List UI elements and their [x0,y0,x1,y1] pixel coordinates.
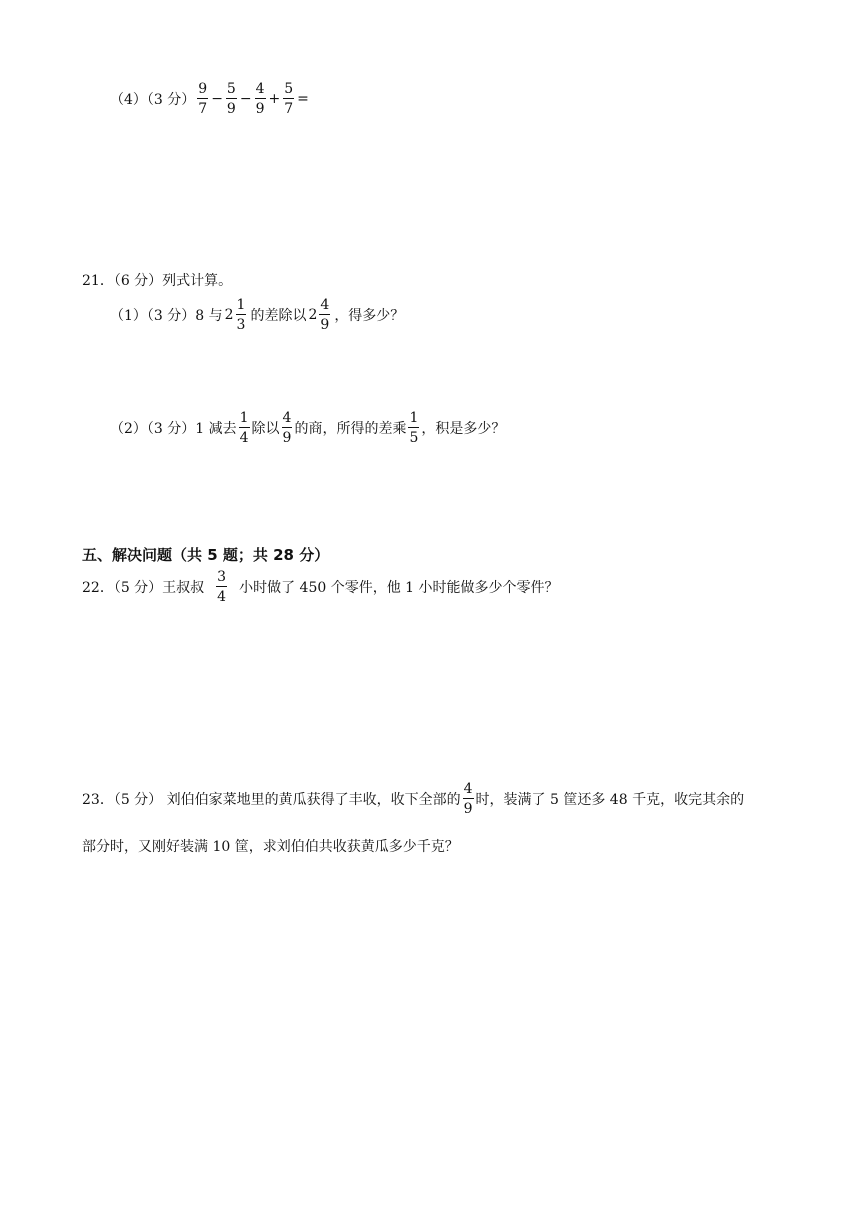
question-text: 21．（6 分）列式计算。 [82,273,233,289]
question-text: ，得多少？ [334,308,405,324]
operator: − [239,91,252,107]
question-label: （2）（3 分）1 减去 [110,421,237,437]
fraction: $\frac{1}{4}$ [239,410,249,446]
question-text: 时，装满了 5 筐还多 48 千克，收完其余的 [475,792,745,808]
question-text: ，积是多少？ [421,421,506,437]
question-21-2 [110,411,505,445]
fraction: $\frac{9}{7}$ [198,81,208,117]
question-22 [82,570,559,604]
question-label: （1）（3 分）8 与 [110,308,223,324]
fraction: $\frac{5}{7}$ [284,81,294,117]
question-21-title [82,270,232,290]
question-text: 的商，所得的差乘 [294,421,407,437]
question-23 [82,782,744,816]
question-23-line2 [82,836,459,856]
question-label: 23．（5 分） 刘伯伯家菜地里的黄瓜获得了丰收，收下全部的 [82,792,461,808]
mixed-number: 2 $\frac{1}{3}$ [224,297,246,333]
operator: + [268,91,281,107]
question-text: 的差除以 [250,308,307,324]
question-20-4 [110,82,310,116]
question-text: 除以 [251,421,280,437]
fraction: $\frac{3}{4}$ [217,569,227,605]
question-21-1 [110,298,404,332]
operator: − [211,91,223,107]
question-text: 小时做了 450 个零件，他 1 小时能做多少个零件？ [239,580,559,596]
fraction: $\frac{4}{9}$ [255,81,265,117]
fraction: $\frac{4}{9}$ [463,781,473,817]
fraction: $\frac{1}{5}$ [409,410,419,446]
mixed-number: 2 $\frac{4}{9}$ [308,297,330,333]
fraction: $\frac{5}{9}$ [226,81,236,117]
question-label: （4）（3 分） [110,92,196,108]
section-heading: 五、解决问题（共 5 题；共 28 分） [82,546,330,564]
equals-sign: = [297,91,309,107]
question-text: 部分时，又刚好装满 10 筐，求刘伯伯共收获黄瓜多少千克？ [82,839,459,855]
question-label: 22．（5 分）王叔叔 [82,580,205,596]
fraction: $\frac{4}{9}$ [282,410,292,446]
